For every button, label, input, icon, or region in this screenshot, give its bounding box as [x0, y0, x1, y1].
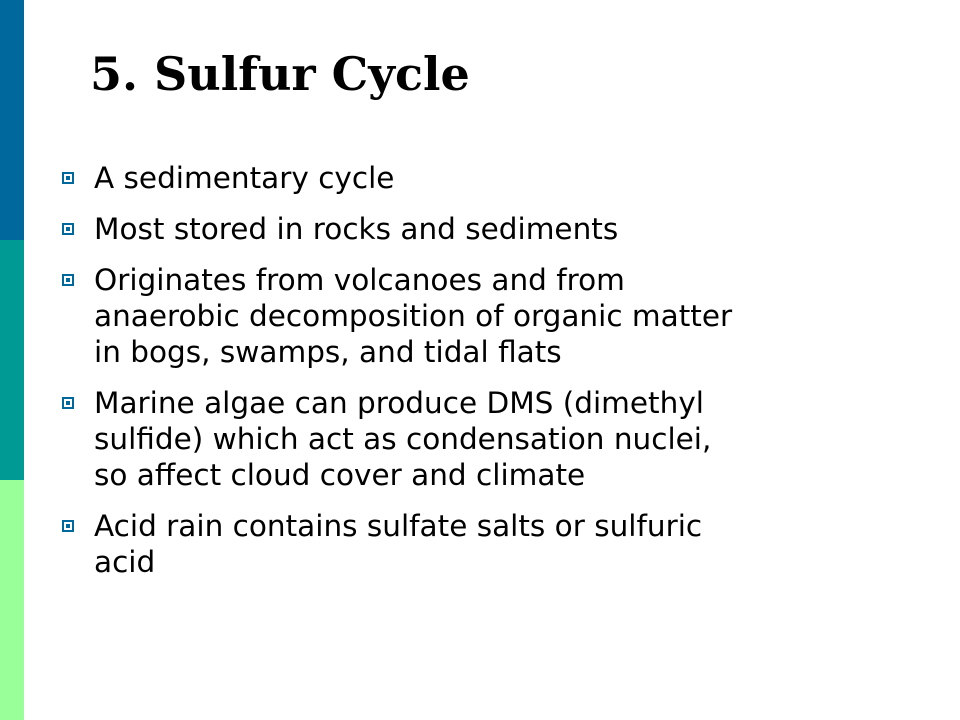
bullet-item — [62, 262, 922, 370]
bullet-text — [94, 160, 922, 196]
bullet-line: anaerobic decomposition of organic matter — [94, 299, 733, 333]
bullet-list — [62, 160, 922, 595]
square-bullet-icon — [62, 172, 74, 184]
slide-title: 5. Sulfur Cycle — [90, 47, 470, 101]
accent-bar-bottom — [0, 480, 24, 720]
bullet-line: so affect cloud cover and climate — [94, 458, 586, 492]
bullet-text — [94, 211, 922, 247]
bullet-text — [94, 508, 922, 580]
bullet-line: A sedimentary cycle — [94, 161, 395, 195]
bullet-item — [62, 385, 922, 493]
square-bullet-icon — [62, 397, 74, 409]
accent-bar-top — [0, 0, 24, 240]
bullet-item — [62, 508, 922, 580]
bullet-line: in bogs, swamps, and tidal flats — [94, 335, 562, 369]
bullet-line: Most stored in rocks and sediments — [94, 212, 619, 246]
bullet-item — [62, 160, 922, 196]
square-bullet-icon — [62, 274, 74, 286]
bullet-line: Marine algae can produce DMS (dimethyl — [94, 386, 704, 420]
square-bullet-icon — [62, 223, 74, 235]
bullet-line: Originates from volcanoes and from — [94, 263, 625, 297]
accent-bar-middle — [0, 240, 24, 480]
square-bullet-icon — [62, 520, 74, 532]
bullet-line: Acid rain contains sulfate salts or sulfuric — [94, 509, 703, 543]
bullet-line: acid — [94, 545, 156, 579]
bullet-item — [62, 211, 922, 247]
bullet-text — [94, 385, 922, 493]
bullet-line: sulfide) which act as condensation nuclei, — [94, 422, 712, 456]
bullet-text — [94, 262, 922, 370]
